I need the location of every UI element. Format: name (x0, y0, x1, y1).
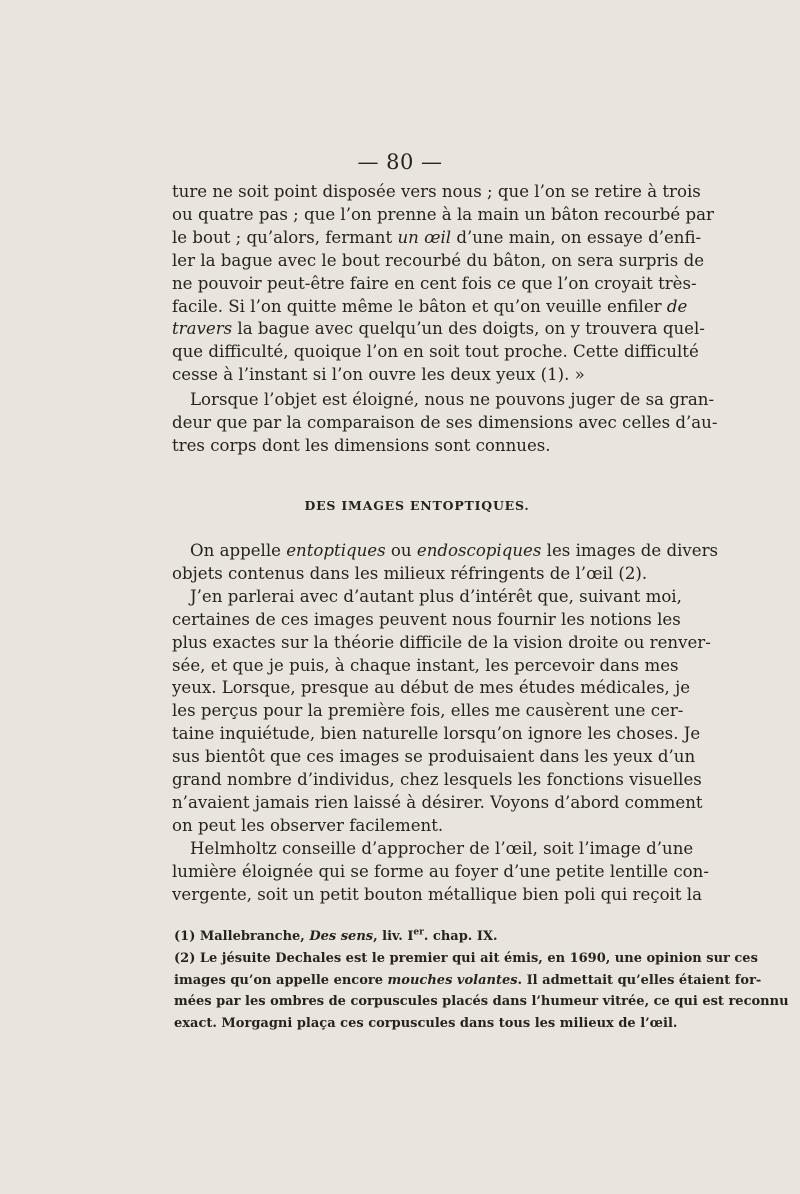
text-line: que difficulté, quoique l’on en soit tout proche. Cette difficulté (172, 342, 699, 362)
text-line: ne pouvoir peut-être faire en cent fois ce que l’on croyait très- (172, 273, 697, 293)
superscript: er (413, 927, 424, 938)
text-line: lumière éloignée qui se forme au foyer d’une petite lentille con- (172, 861, 709, 881)
italic-run: mouches volantes (387, 972, 518, 988)
italic-run: un œil (397, 227, 452, 247)
text-line: deur que par la comparaison de ses dimensions avec celles d’au- (172, 412, 718, 432)
paragraph-continuation (172, 181, 714, 387)
text-line: sée, et que je puis, à chaque instant, les percevoir dans mes (172, 655, 679, 675)
text-line: tres corps dont les dimensions sont connues. (172, 435, 551, 455)
text-line: plus exactes sur la théorie difficile de la vision droite ou renver- (172, 632, 711, 652)
text-line: yeux. Lorsque, presque au début de mes études médicales, je (172, 678, 691, 698)
text-line: taine inquiétude, bien naturelle lorsqu’on ignore les choses. Je (172, 724, 701, 744)
text-run: . chap. IX. (423, 929, 498, 944)
text-line: les perçus pour la première fois, elles me causèrent une cer- (172, 701, 684, 721)
text-line: n’avaient jamais rien laissé à désirer. Voyons d’abord comment (172, 792, 703, 812)
italic-run: endoscopiques (416, 541, 542, 560)
paragraph (172, 540, 719, 907)
text-line: grand nombre d’individus, chez lesquels les fonctions visuelles (172, 770, 702, 790)
text-run: . Il admettait qu’elles étaient for- (517, 972, 762, 988)
italic-run: entoptiques (286, 541, 386, 560)
text-line: objets contenus dans les milieux réfringents de l’œil (2). (172, 563, 648, 583)
footnote-2-line: (2) Le jésuite Dechales est le premier qui ait émis, en 1690, une opinion sur ces (174, 950, 758, 966)
text-line: certaines de ces images peuvent nous fournir les notions les (172, 609, 681, 629)
text-line: Helmholtz conseille d’approcher de l’œil, soit l’image d’une (190, 838, 694, 858)
text-line (172, 540, 719, 563)
text-line: Lorsque l’objet est éloigné, nous ne pouvons juger de sa gran- (190, 390, 715, 409)
text-run: images qu’on appelle encore (174, 972, 388, 988)
text-line (172, 296, 688, 319)
paragraph (172, 389, 718, 458)
text-line (172, 227, 702, 250)
italic-run: Des sens (309, 929, 374, 944)
text-line: ou quatre pas ; que l’on prenne à la main un bâton recourbé par (172, 204, 714, 224)
text-line: sus bientôt que ces images se produisaient dans les yeux d’un (172, 747, 696, 767)
section-heading: DES IMAGES ENTOPTIQUES. (304, 498, 530, 513)
text-line: cesse à l’instant si l’on ouvre les deux yeux (1). » (172, 365, 585, 385)
footnote-2-line: exact. Morgagni plaça ces corpuscules dans tous les milieux de l’œil. (174, 1016, 678, 1032)
footnote-1 (174, 926, 654, 948)
text-line: ture ne soit point disposée vers nous ; que l’on se retire à trois (172, 182, 701, 201)
text-line: ler la bague avec le bout recourbé du bâton, on sera surpris de (172, 250, 705, 270)
text-run: (1) Mallebranche, (174, 929, 310, 944)
text-run: , liv. I (373, 929, 414, 944)
text-run: le bout ; qu’alors, fermant (172, 227, 398, 247)
italic-run: de (666, 296, 688, 316)
text-run: facile. Si l’on quitte même le bâton et qu’on veuille enfiler (172, 296, 667, 316)
footnote-2-line (174, 970, 762, 992)
text-line: vergente, soit un petit bouton métallique bien poli qui reçoit la (172, 884, 703, 904)
text-run: ou (385, 541, 417, 560)
text-line: J’en parlerai avec d’autant plus d’intérêt que, suivant moi, (190, 586, 682, 606)
page-number: — 80 — (357, 150, 443, 174)
italic-run: travers (172, 319, 233, 339)
text-line (172, 318, 705, 341)
footnote-2-line: mées par les ombres de corpuscules placés dans l’humeur vitrée, ce qui est reconnu (174, 994, 789, 1010)
text-line: on peut les observer facilement. (172, 815, 444, 835)
text-run: d’une main, on essaye d’enfi- (451, 227, 702, 247)
text-run: la bague avec quelqu’un des doigts, on y trouvera quel- (232, 319, 705, 339)
text-run: les images de divers (541, 541, 719, 560)
footnotes (174, 926, 789, 1035)
text-run: On appelle (190, 541, 287, 560)
